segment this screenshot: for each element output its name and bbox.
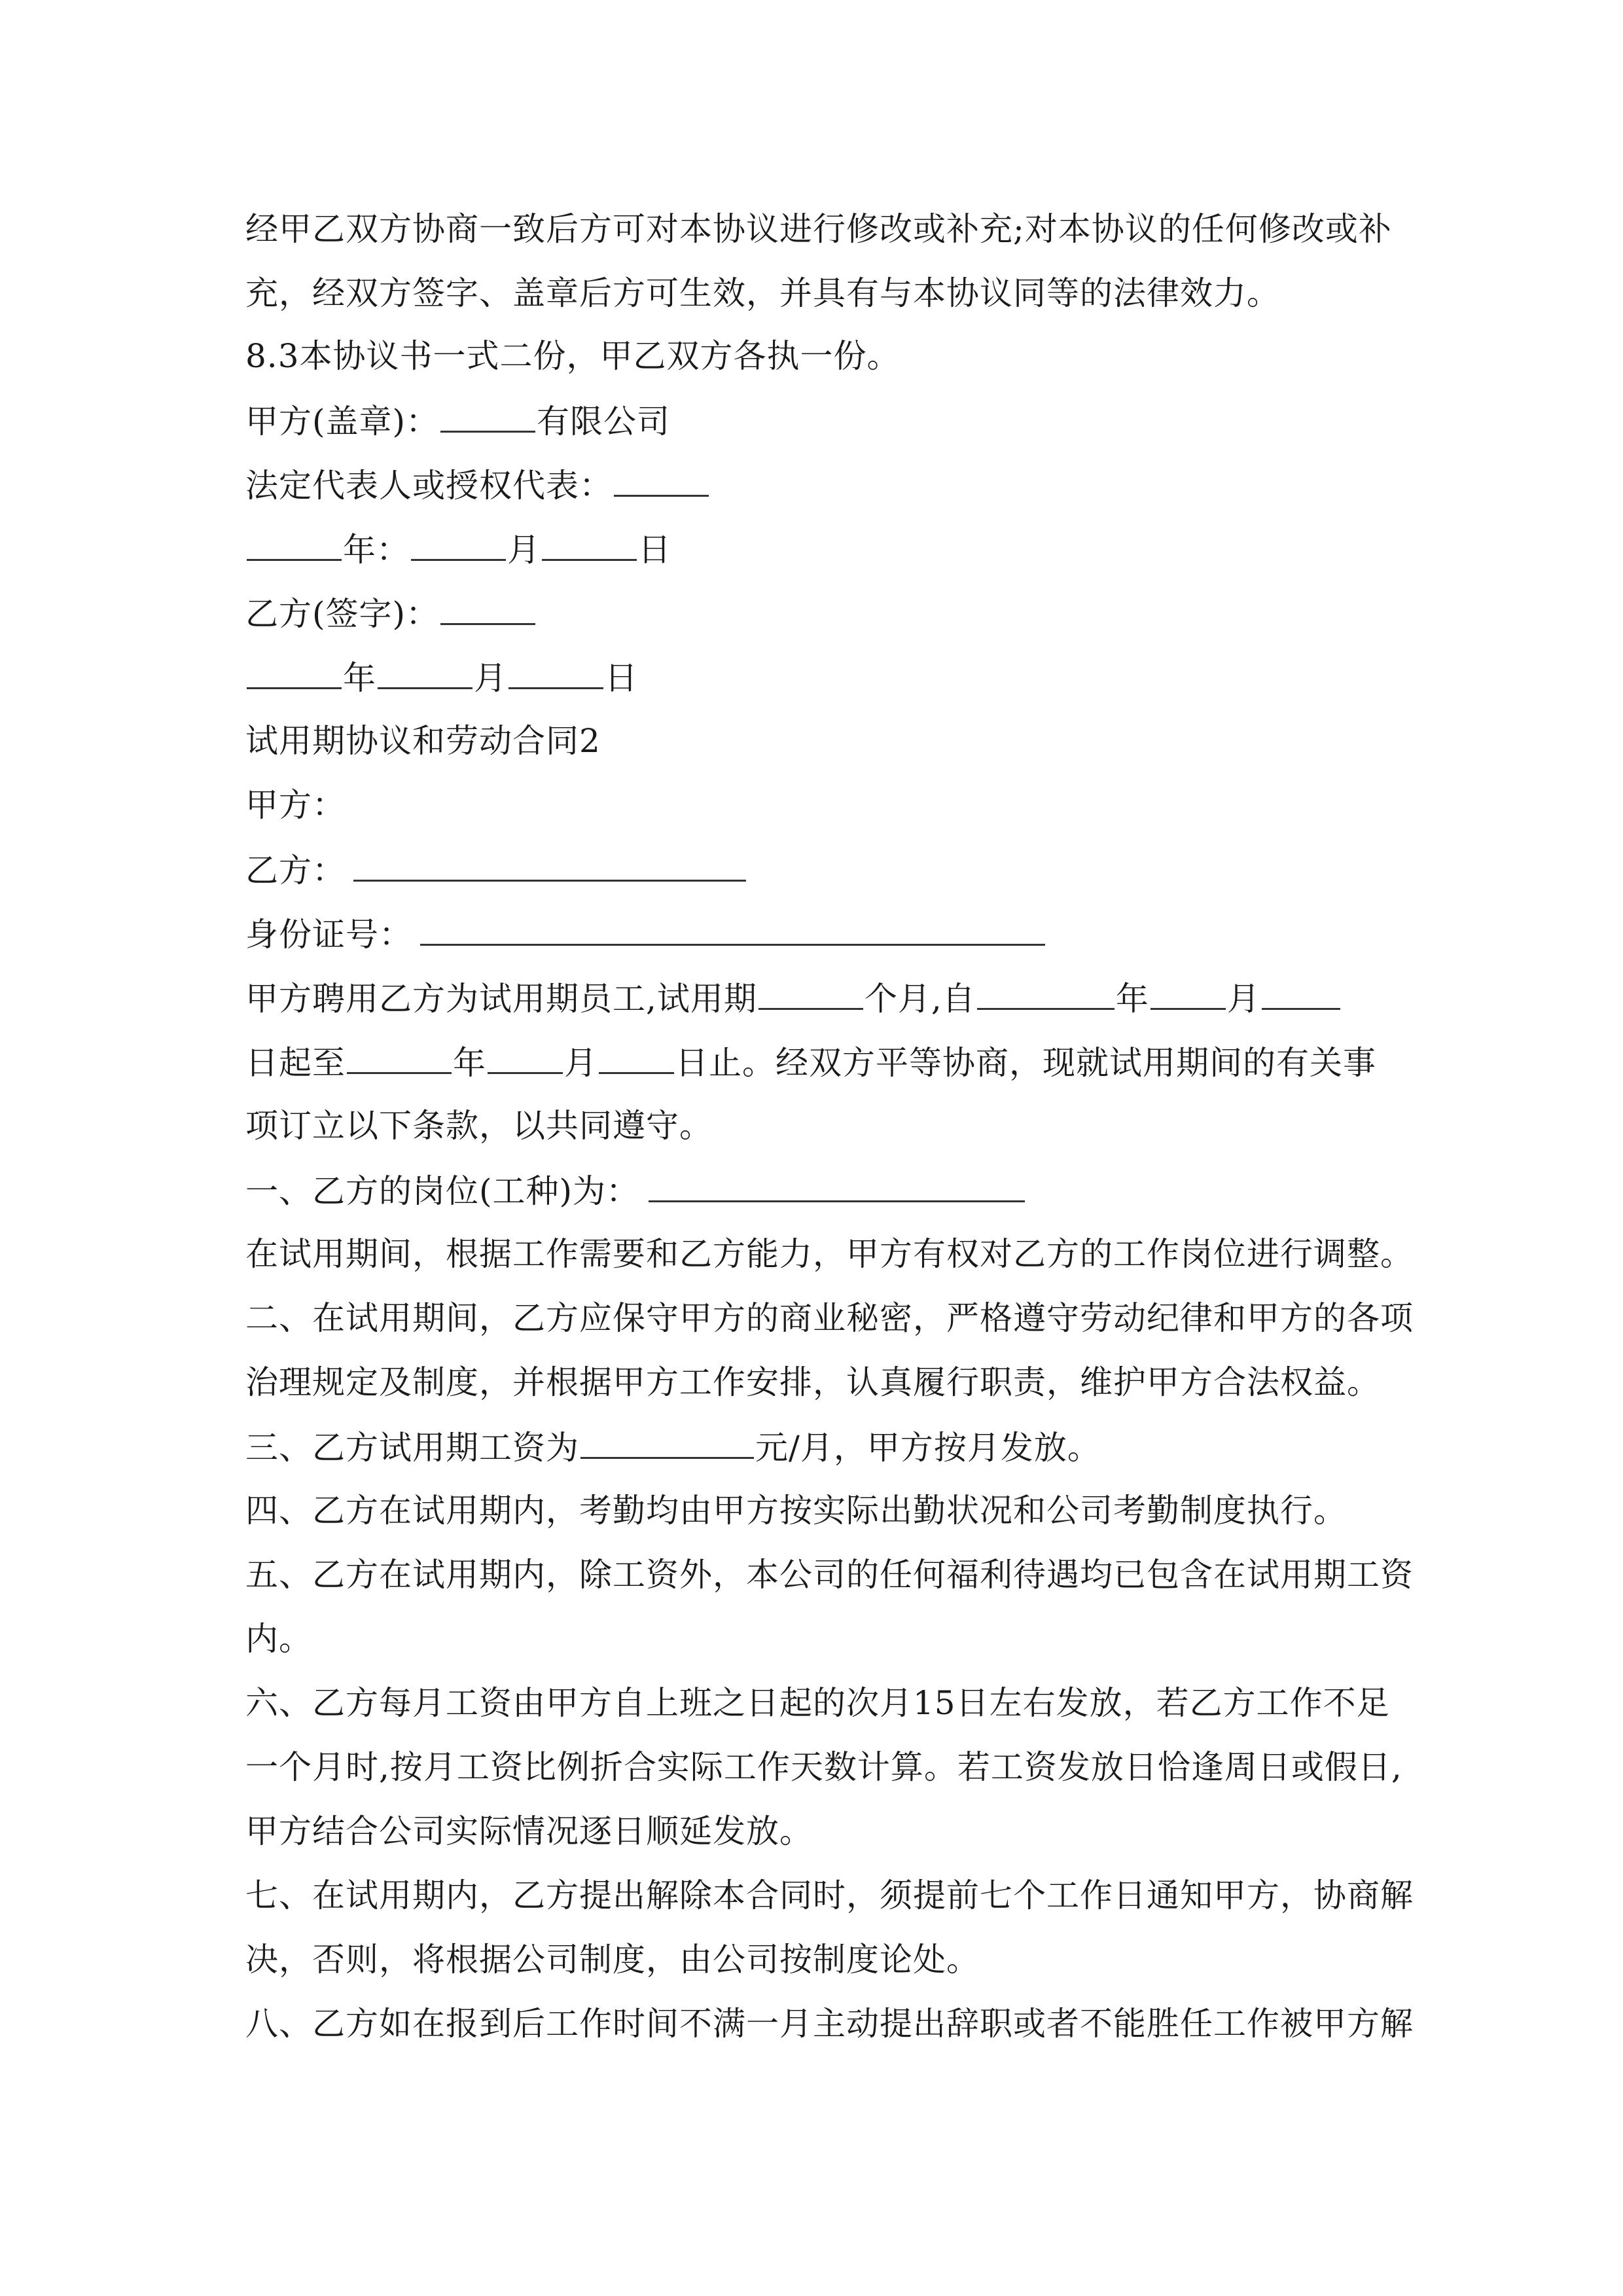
hire-text: 年: [1115, 980, 1149, 1018]
paragraph-line: 七、在试用期内，乙方提出解除本合同时，须提前七个工作日通知甲方，协商解: [245, 1876, 1414, 1914]
date-year-label: 年：: [343, 531, 410, 569]
party-b-label: 乙方：: [245, 852, 346, 889]
blank-field: [580, 1426, 754, 1459]
date-line: [245, 528, 671, 571]
hire-terms-line: [245, 977, 1342, 1020]
paragraph-line: 充，经双方签字、盖章后方可生效，并具有与本协议同等的法律效力。: [245, 274, 1280, 312]
date-month-label: 月: [507, 531, 541, 569]
blank-field: [542, 528, 637, 561]
clause-3-text: 元/月，甲方按月发放。: [755, 1429, 1101, 1467]
paragraph-line: 经甲乙双方协商一致后方可对本协议进行修改或补充;对本协议的任何修改或补: [245, 210, 1392, 248]
blank-field: [420, 912, 1045, 946]
blank-field: [1150, 977, 1226, 1010]
paragraph-line: 8.3本协议书一式二份，甲乙双方各执一份。: [245, 337, 901, 375]
paragraph-line: 四、乙方在试用期内，考勤均由甲方按实际出勤状况和公司考勤制度执行。: [245, 1492, 1347, 1530]
date-line: [245, 656, 638, 699]
party-a-seal-label: 甲方(盖章)：: [245, 403, 440, 440]
paragraph-line: 五、乙方在试用期内，除工资外，本公司的任何福利待遇均已包含在试用期工资: [245, 1556, 1414, 1594]
blank-field: [508, 656, 603, 689]
id-number-label: 身份证号：: [245, 916, 412, 954]
id-number-line: [245, 912, 1046, 956]
paragraph-line: 在试用期间，根据工作需要和乙方能力，甲方有权对乙方的工作岗位进行调整。: [245, 1235, 1414, 1273]
blank-field: [758, 977, 863, 1010]
blank-field: [488, 1041, 563, 1074]
legal-rep-label: 法定代表人或授权代表：: [245, 467, 613, 505]
paragraph-line: 项订立以下条款，以共同遵守。: [245, 1107, 713, 1145]
hire-text: 甲方聘用乙方为试用期员工,试用期: [245, 980, 757, 1018]
hire-text: 日起至: [245, 1044, 346, 1082]
blank-field: [440, 399, 535, 433]
party-a-line: [245, 784, 346, 826]
blank-field: [599, 1041, 674, 1074]
blank-field: [347, 1041, 452, 1074]
blank-field: [353, 848, 746, 882]
date-day-label: 日: [638, 531, 671, 569]
paragraph-line: 内。: [245, 1620, 312, 1658]
section-title: 试用期协议和劳动合同2: [245, 722, 601, 760]
clause-3-line: [245, 1426, 1101, 1469]
paragraph-line: 八、乙方如在报到后工作时间不满一月主动提出辞职或者不能胜任工作被甲方解: [245, 2005, 1414, 2043]
blank-field: [649, 1169, 1025, 1202]
party-b-sign-label: 乙方(签字)：: [245, 595, 440, 633]
paragraph-line: 治理规定及制度，并根据甲方工作安排，认真履行职责，维护甲方合法权益。: [245, 1363, 1380, 1401]
hire-text: 月: [564, 1044, 597, 1082]
blank-field: [614, 463, 709, 497]
paragraph-line: 决，否则，将根据公司制度，由公司按制度论处。: [245, 1941, 980, 1979]
hire-text: 月: [1226, 980, 1260, 1018]
blank-field: [378, 656, 473, 689]
party-a-seal-suffix: 有限公司: [537, 403, 671, 440]
blank-field: [1262, 977, 1340, 1010]
party-b-line: [245, 848, 747, 891]
clause-1-line: [245, 1169, 1026, 1212]
party-a-label: 甲方：: [245, 786, 346, 824]
clause-1-label: 一、乙方的岗位(工种)为：: [245, 1172, 640, 1210]
legal-rep-line: [245, 463, 710, 507]
blank-field: [440, 592, 535, 625]
clause-3-text: 三、乙方试用期工资为: [245, 1429, 579, 1467]
date-day-label: 日: [605, 659, 638, 697]
paragraph-line: 一个月时,按月工资比例折合实际工作天数计算。若工资发放日恰逢周日或假日,: [245, 1748, 1402, 1786]
date-year-label: 年: [343, 659, 376, 697]
hire-text: 日止。经双方平等协商，现就试用期间的有关事: [675, 1044, 1376, 1082]
hire-text: 个月,自: [864, 980, 976, 1018]
hire-text: 年: [453, 1044, 486, 1082]
blank-field: [411, 528, 506, 561]
paragraph-line: 六、乙方每月工资由甲方自上班之日起的次月15日左右发放，若乙方工作不足: [245, 1684, 1390, 1722]
party-b-sign-line: [245, 592, 537, 635]
paragraph-line: 二、在试用期间，乙方应保守甲方的商业秘密，严格遵守劳动纪律和甲方的各项: [245, 1299, 1414, 1337]
blank-field: [247, 528, 342, 561]
date-month-label: 月: [474, 659, 507, 697]
hire-terms-line: [245, 1041, 1376, 1084]
paragraph-line: 甲方结合公司实际情况逐日顺延发放。: [245, 1812, 813, 1850]
party-a-seal-line: [245, 399, 670, 442]
blank-field: [247, 656, 342, 689]
blank-field: [977, 977, 1115, 1010]
